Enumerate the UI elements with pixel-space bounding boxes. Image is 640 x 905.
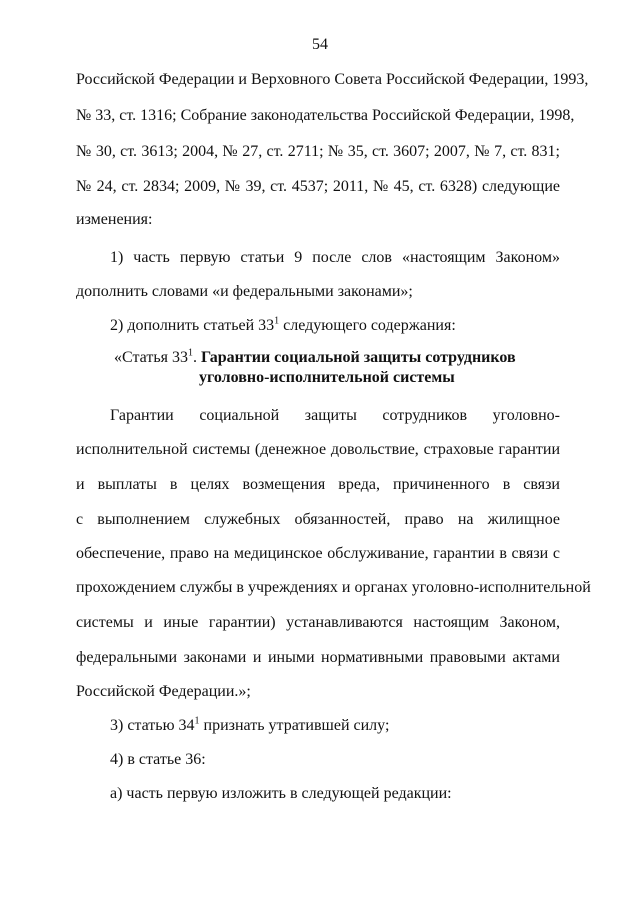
list-item-4: 4) в статье 36: — [110, 751, 206, 768]
article-body-line: Российской Федерации.»; — [76, 683, 251, 700]
paragraph-line: № 30, ст. 3613; 2004, № 27, ст. 2711; № 35, ст. 3607; 2007, № 7, ст. 831; — [76, 143, 560, 160]
article-title-line2: уголовно-исполнительной системы — [199, 369, 455, 386]
paragraph-line: № 24, ст. 2834; 2009, № 39, ст. 4537; 2011, № 45, ст. 6328) следующие — [76, 178, 560, 195]
list-item-4a: а) часть первую изложить в следующей редакции: — [110, 785, 452, 802]
list-item-text: 2) дополнить статьей 33 — [110, 317, 275, 334]
paragraph-line: изменения: — [76, 211, 153, 228]
list-item-line: дополнить словами «и федеральными законами»; — [76, 283, 413, 300]
list-item-2 — [110, 316, 560, 336]
page-number: 54 — [312, 36, 328, 53]
superscript: 1 — [187, 347, 193, 359]
article-body-line: обеспечение, право на медицинское обслуживание, гарантии в связи с — [76, 545, 560, 562]
article-body-line: федеральными законами и иными нормативными правовыми актами — [76, 649, 560, 666]
article-body-line: исполнительной системы (денежное довольствие, страховые гарантии — [76, 441, 560, 458]
article-body-line: и выплаты в целях возмещения вреда, причиненного в связи — [76, 476, 560, 493]
list-item-text: 3) статью 34 — [110, 717, 195, 734]
superscript: 1 — [194, 715, 200, 727]
article-body-line: прохождением службы в учреждениях и органах уголовно-исполнительной — [76, 579, 591, 596]
paragraph-line: Российской Федерации и Верховного Совета Российской Федерации, 1993, — [76, 71, 589, 88]
article-body-line: Гарантии социальной защиты сотрудников уголовно- — [110, 407, 560, 424]
list-item-3 — [110, 716, 560, 736]
article-title: Гарантии социальной защиты сотрудников — [200, 349, 516, 366]
article-number: «Статья 33 — [114, 349, 188, 366]
paragraph-line: № 33, ст. 1316; Собрание законодательства Российской Федерации, 1998, — [76, 107, 575, 124]
article-number-suffix: . — [192, 349, 201, 366]
list-item-line: 1) часть первую статьи 9 после слов «настоящим Законом» — [110, 249, 560, 266]
article-heading — [114, 348, 516, 368]
list-item-text: признать утратившей силу; — [199, 717, 390, 734]
article-body-line: системы и иные гарантии) устанавливаются настоящим Законом, — [76, 614, 560, 631]
article-body-line: с выполнением служебных обязанностей, право на жилищное — [76, 511, 560, 528]
list-item-text: следующего содержания: — [279, 317, 456, 334]
superscript: 1 — [274, 315, 280, 327]
